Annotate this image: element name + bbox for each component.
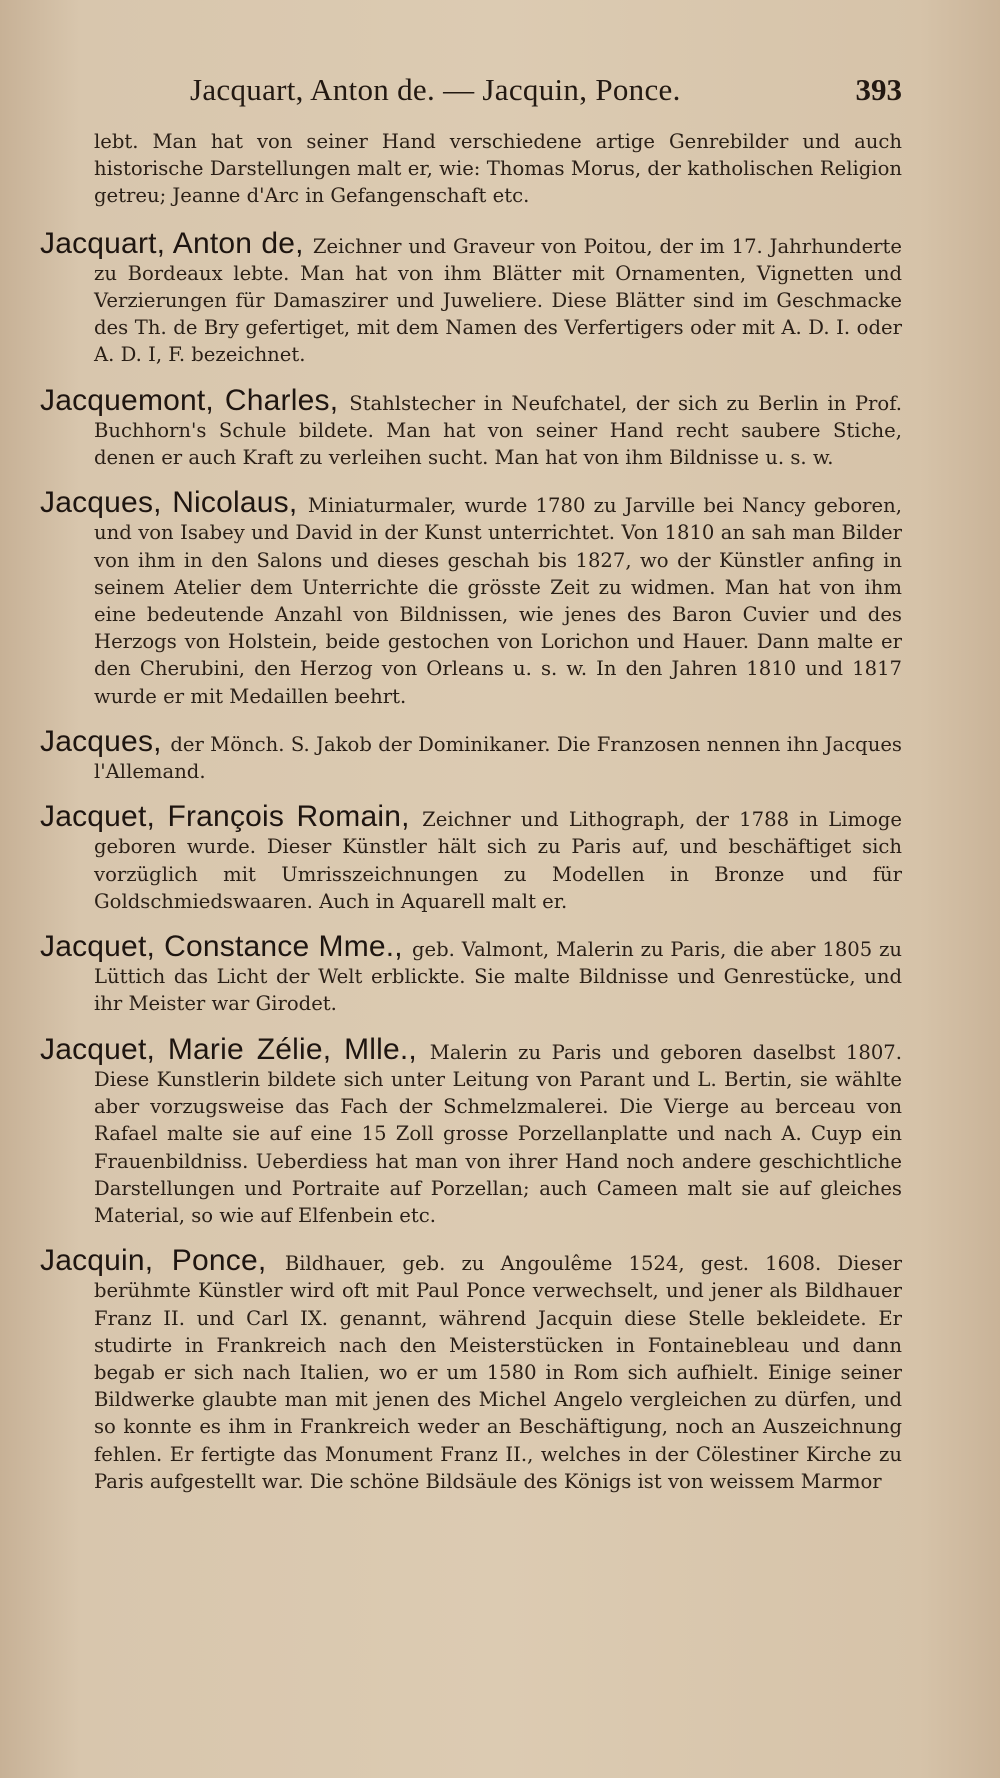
entry-jacquet-francois-romain xyxy=(40,800,902,915)
entry-name: Jacquemont, Charles, xyxy=(40,383,350,417)
entry-jacques-moench xyxy=(40,724,902,785)
entry-text: Zeichner und Lithograph, der 1788 in Limoge geboren wurde. Dieser Künstler hält sich zu Paris auf, und beschäftiget sich vorzüglich mit Umrisszeichnungen zu Modellen in Bronze und für Goldschmiedswaaren. Auch in Aquarell malt er. xyxy=(94,808,902,913)
running-header xyxy=(190,72,902,116)
entry-name: Jacques, xyxy=(40,724,171,758)
entry-name: Jacques, Nicolaus, xyxy=(40,486,308,520)
continuation-paragraph: lebt. Man hat von seiner Hand verschiedene artige Genrebilder und auch historische Darstellungen malt er, wie: Thomas Morus, der katholischen Religion getreu; Jeanne d'Arc in Gefangenschaft etc. xyxy=(94,130,902,208)
entry-text: Malerin zu Paris und geboren daselbst 1807. Diese Kunstlerin bildete sich unter Leitung von Parant und L. Bertin, sie wählte aber vorzugsweise das Fach der Schmelzmalerei. Die Vierge au berceau von Rafael malte sie auf eine 15 Zoll grosse Porzellanplatte und nach A. Cuyp ein Frauenbildniss. Ueberdiess hat man von ihrer Hand noch andere geschichtliche Darstellungen und Portraite auf Porzellan; auch Cameen malt sie auf gleiches Material, so wie auf Elfenbein etc. xyxy=(94,1040,902,1227)
page-number: 393 xyxy=(855,72,902,107)
entry-text: geb. Valmont, Malerin zu Paris, die aber 1805 zu Lüttich das Licht der Welt erblickte. Sie malte Bildnisse und Genrestücke, und ihr Meister war Girodet. xyxy=(94,938,903,1016)
entry-text: Stahlstecher in Neufchatel, der sich zu Berlin in Prof. Buchhorn's Schule bildete. Man hat von seiner Hand recht saubere Stiche, denen er auch Kraft zu verleihen sucht. Man hat von ihm Bildnisse u. s. w. xyxy=(94,391,902,470)
entry-name: Jacquart, Anton de, xyxy=(40,226,313,260)
entry-text: Zeichner und Graveur von Poitou, der im 17. Jahrhunderte zu Bordeaux lebte. Man hat von ihm Blätter mit Ornamenten, Vignetten und Verzierungen für Damaszirer und Juweliere. Diese Blätter sind im Geschmacke des Th. de Bry gefertiget, mit dem Namen des Verfertigers oder mit A. D. I. oder A. D. I, F. bezeichnet. xyxy=(94,234,902,367)
page-content xyxy=(40,128,902,1513)
entry-text: Miniaturmaler, wurde 1780 zu Jarville bei Nancy geboren, und von Isabey und David in der Kunst unterrichtet. Von 1810 an sah man Bilder von ihm in den Salons und dieses geschah bis 1827, wo der Künstler anfing in seinem Atelier dem Unterrichte die grösste Zeit zu widmen. Man hat von ihm eine bedeutende Anzahl von Bildnissen, wie jenes des Baron Cuvier und des Herzogs von Holstein, beide gestochen von Lorichon und Hauer. Dann malte er den Cherubini, den Herzog von Orleans u. s. w. In den Jahren 1810 und 1817 wurde er mit Medaillen beehrt. xyxy=(94,494,902,708)
entry-name: Jacquet, François Romain, xyxy=(40,800,423,834)
entry-name: Jacquin, Ponce, xyxy=(40,1244,285,1278)
entry-name: Jacquet, Constance Mme., xyxy=(40,930,412,964)
entry-name: Jacquet, Marie Zélie, Mlle., xyxy=(40,1032,430,1066)
entry-jacquin-ponce xyxy=(40,1244,902,1495)
entry-text: der Mönch. S. Jakob der Dominikaner. Die Franzosen nennen ihn Jacques l'Allemand. xyxy=(94,732,902,784)
entry-jacquet-marie-zelie xyxy=(40,1032,902,1229)
entry-jacquet-constance xyxy=(40,930,903,1018)
entry-jacquart-anton xyxy=(40,226,902,369)
entry-jacques-nicolaus xyxy=(40,486,902,710)
entry-text: Bildhauer, geb. zu Angoulême 1524, gest. 1608. Dieser berühmte Künstler wird oft mit Paul Ponce verwechselt, und jener als Bildhauer Franz II. und Carl IX. genannt, während Jacquin diese Stelle bekleidete. Er studirte in Frankreich nach den Meisterstücken in Fontainebleau und dann begab er sich nach Italien, wo er um 1580 in Rom sich aufhielt. Einige seiner Bildwerke glaubte man mit jenen des Michel Angelo vergleichen zu dürfen, und so konnte es ihm in Frankreich weder an Beschäftigung, noch an Auszeichnung fehlen. Er fertigte das Monument Franz II., welches in der Cölestiner Kirche zu Paris aufgestellt war. Die schöne Bildsäule des Königs ist von weissem Marmor xyxy=(94,1252,902,1493)
entry-jacquemont-charles xyxy=(40,383,902,472)
header-title: Jacquart, Anton de. — Jacquin, Ponce. xyxy=(190,72,681,107)
